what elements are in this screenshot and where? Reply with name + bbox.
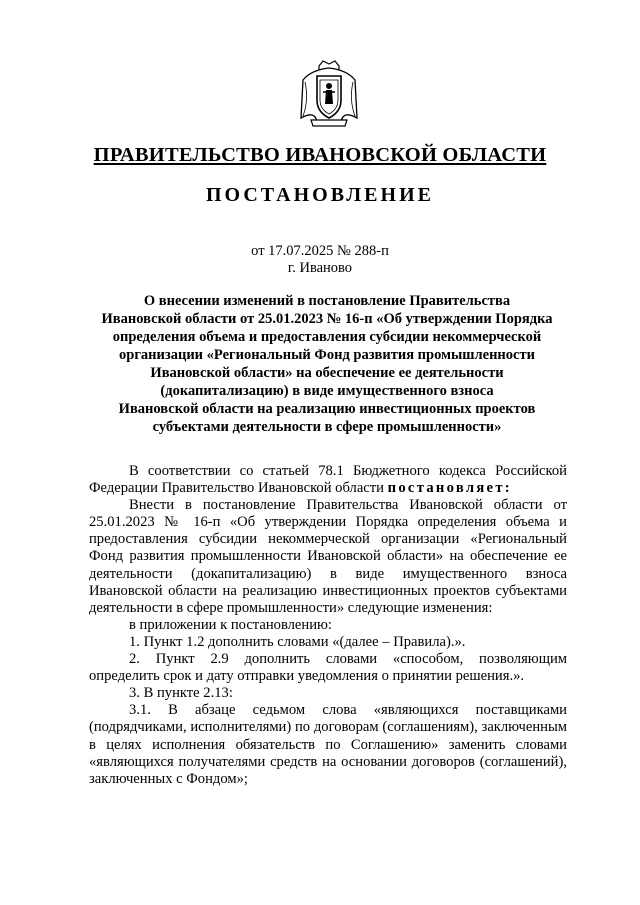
paragraph-preamble — [89, 463, 567, 497]
subject-line: организации «Региональный Фонд развития промышленности — [119, 347, 535, 363]
subject-line: (докапитализацию) в виде имущественного взноса — [160, 383, 494, 399]
paragraph-amendment: Внести в постановление Правительства Ивановской области от 25.01.2023 № 16-п «Об утверждении Порядка определения объема и предоставления субсидии некоммерческой организации «Региональный Фонд развития промышленности Ивановской области» на обеспечение ее деятельности (докапитализацию) в виде имущественного взноса Ивановской области на реализацию инвестиционных проектов субъектами деятельности в сфере промышленности» следующие изменения: — [89, 497, 567, 616]
subject-line: субъектами деятельности в сфере промышленности» — [152, 419, 502, 435]
paragraph-item: 3.1. В абзаце седьмом слова «являющихся поставщиками (подрядчиками, исполнителями) по договорам (соглашениям), заключенным в целях исполнения обязательств по Соглашению» заменить словами «являющихся получателями средств на основании договоров (соглашений), заключенных с Фондом»; — [89, 702, 567, 787]
coat-of-arms-icon — [297, 60, 361, 128]
subject-line: О внесении изменений в постановление Правительства — [143, 293, 511, 309]
subject-line: определения объема и предоставления субсидии некоммерческой — [112, 329, 542, 345]
subject-line: Ивановской области» на обеспечение ее деятельности — [150, 365, 504, 381]
preamble-text: В соответствии со статьей 78.1 Бюджетного кодекса Российской Федерации Правительство Ивановской области — [89, 463, 567, 497]
date-block — [0, 243, 640, 277]
document-type-title: ПОСТАНОВЛЕНИЕ — [206, 184, 434, 206]
city: г. Иваново — [287, 260, 353, 276]
paragraph-item: 1. Пункт 1.2 дополнить словами «(далее – Правила).». — [129, 633, 466, 650]
organization-title: ПРАВИТЕЛЬСТВО ИВАНОВСКОЙ ОБЛАСТИ — [93, 144, 547, 166]
paragraph-item: 3. В пункте 2.13: — [129, 685, 233, 702]
document-subject — [70, 292, 584, 436]
paragraph: в приложении к постановлению: — [129, 616, 332, 633]
date-number: от 17.07.2025 № 288-п — [251, 243, 389, 259]
document-body — [89, 463, 567, 788]
subject-line: Ивановской области на реализацию инвестиционных проектов — [118, 401, 536, 417]
decree-keyword: постановляет: — [387, 480, 512, 497]
paragraph-item: 2. Пункт 2.9 дополнить словами «способом, позволяющим определить срок и дату отправки уведомления о принятии решения.». — [89, 651, 567, 685]
subject-line: Ивановской области от 25.01.2023 № 16-п «Об утверждении Порядка — [101, 311, 553, 327]
